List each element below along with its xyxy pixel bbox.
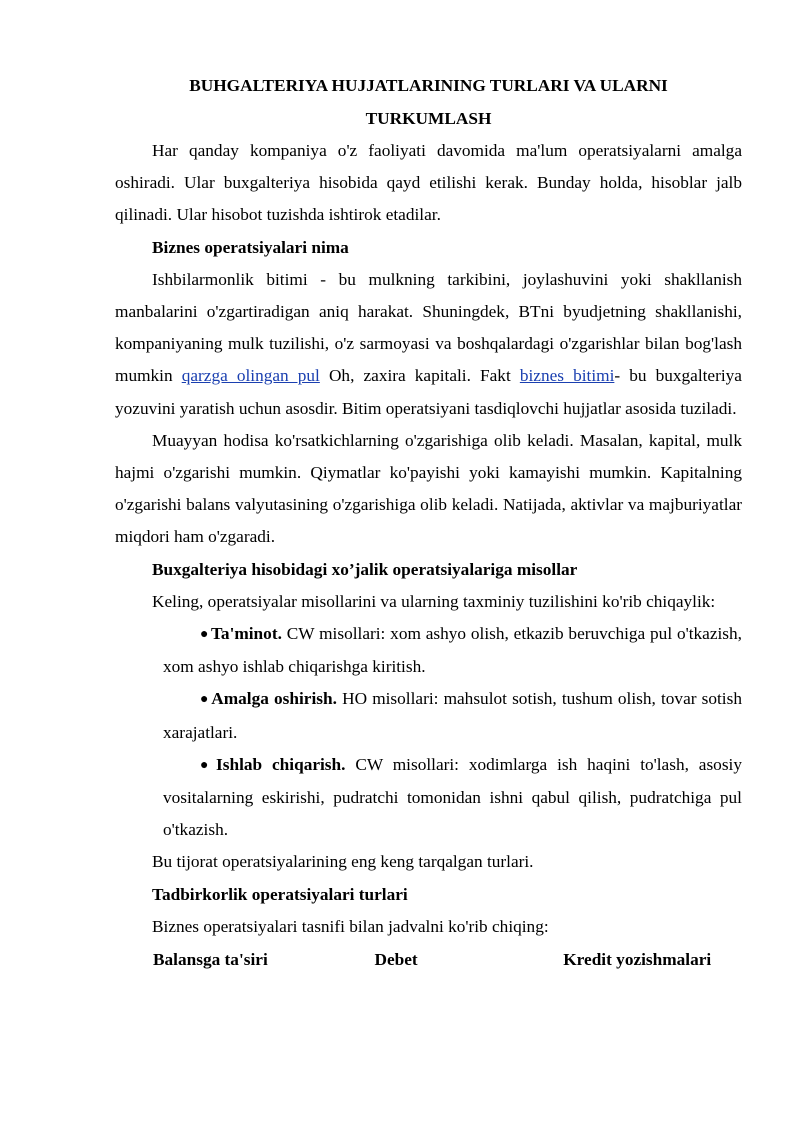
definition-text-1: Ishbilarmonlik bitimi - bu mulkning tarkibini, joylashuvini yoki shakllanish manbalarini o'zgartiradigan aniq harakat. Shuningdek, BTni byudjetning shakllanishi, kompaniyaning mulk tuzilishi, o'z sarmoyasi va boshqalardagi o'zgarishlar bilan bog'lash mumkin [115, 269, 742, 386]
table-intro-paragraph: Biznes operatsiyalari tasnifi bilan jadvalni ko'rib chiqing: [152, 916, 549, 936]
list-item-label: Ishlab chiqarish. [216, 754, 346, 774]
bullet-icon: ● [200, 757, 215, 773]
section-heading-biznes-operatsiyalari: Biznes operatsiyalari nima [152, 237, 349, 257]
list-item-text: CW misollari: xodimlarga ish haqini to'lash, asosiy vositalarning eskirishi, pudratchi tomonidan ishni qabul qilish, pudratchiga pul o'tkazish. [163, 754, 742, 840]
definition-paragraph [115, 264, 742, 425]
examples-intro-paragraph: Keling, operatsiyalar misollarini va ularning taxminiy tuzilishini ko'rib chiqaylik: [152, 591, 716, 611]
table-header-cell: Kredit yozishmalari [563, 950, 712, 970]
intro-paragraph: Har qanday kompaniya o'z faoliyati davomida ma'lum operatsiyalarni amalga oshiradi. Ular buxgalteriya hisobida qayd etilishi kerak. Bunday holda, hisoblar jalb qilinadi. Ular hisobot tuzishda ishtirok etadilar. [115, 141, 742, 225]
list-item [163, 618, 742, 683]
table-header-row [115, 944, 742, 976]
list-item-text: HO misollari: mahsulot sotish, tushum olish, tovar sotish xarajatlari. [163, 689, 742, 742]
definition-text-3: - bu buxgalteriya yozuvini yaratish uchun asosdir. Bitim operatsiyani tasdiqlovchi hujjatlar asosida tuziladi. [115, 366, 742, 418]
definition-text-2: Oh, zaxira kapitali. Fakt [319, 366, 520, 386]
list-item [163, 683, 742, 748]
link-qarzga-olingan-pul[interactable]: qarzga olingan pul [181, 366, 320, 386]
bullet-icon: ● [200, 692, 210, 708]
section-heading-misollar: Buxgalteriya hisobidagi xo’jalik operatsiyalariga misollar [152, 559, 578, 579]
changes-paragraph: Muayyan hodisa ko'rsatkichlarning o'zgarishiga olib keladi. Masalan, kapital, mulk hajmi o'zgarishi mumkin. Qiymatlar ko'payishi yoki kamayishi mumkin. Kapitalning o'zgarishi balans valyutasining o'zgarishiga olib keladi. Natijada, aktivlar va majburiyatlar miqdori ham o'zgaradi. [115, 430, 742, 547]
table-header-cell: Balansga ta'siri [153, 950, 268, 970]
list-item [163, 749, 742, 847]
page-title: BUHGALTERIYA HUJJATLARINING TURLARI VA ULARNI TURKUMLASH [189, 76, 668, 128]
list-item-label: Ta'minot. [210, 624, 282, 644]
list-item-text: CW misollari: xom ashyo olish, etkazib beruvchiga pul o'tkazish, xom ashyo ishlab chiqarishga kiritish. [163, 624, 742, 677]
closing-paragraph: Bu tijorat operatsiyalarining eng keng tarqalgan turlari. [152, 852, 534, 872]
section-heading-turlari: Tadbirkorlik operatsiyalari turlari [152, 884, 408, 904]
document-page [115, 70, 742, 976]
bullet-icon: ● [200, 627, 209, 643]
table-header-cell: Debet [374, 950, 418, 970]
link-biznes-bitimi[interactable]: biznes bitimi [519, 366, 615, 386]
list-item-label: Amalga oshirish. [211, 689, 337, 709]
